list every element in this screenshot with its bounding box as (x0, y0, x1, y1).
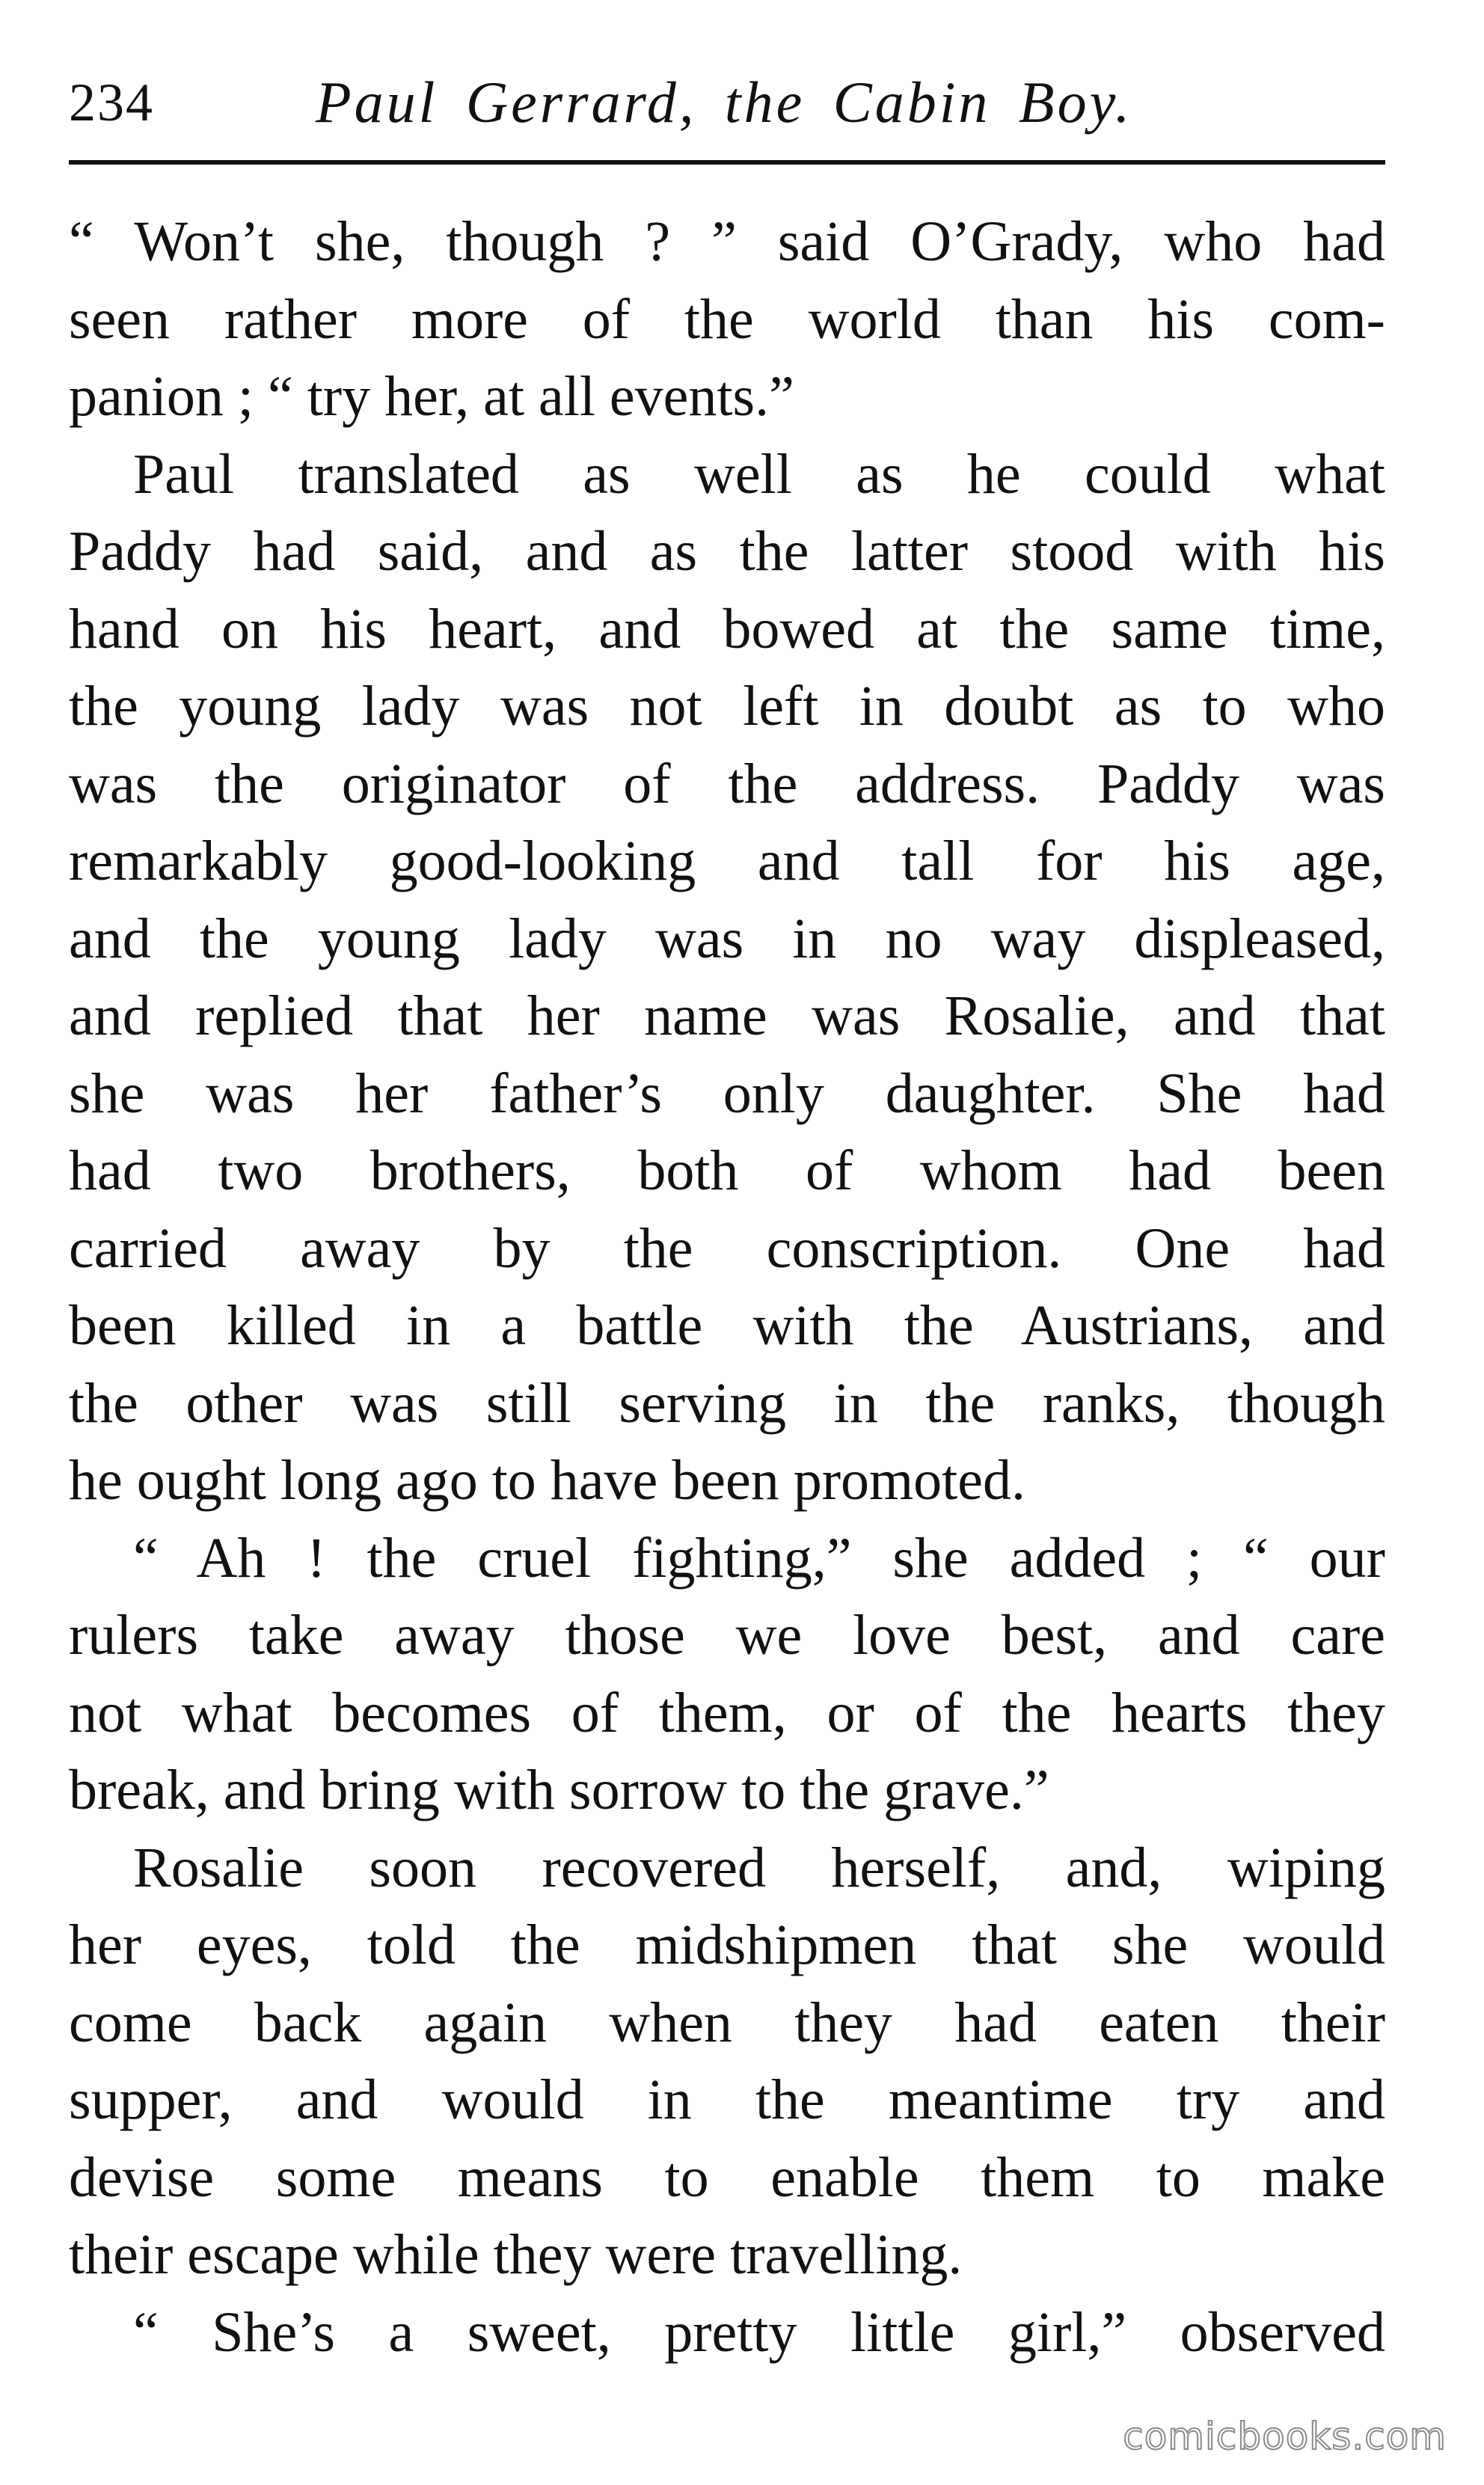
body-text (69, 203, 1385, 2371)
text-line: she was her father’s only daughter. She had (69, 1061, 1385, 1125)
text-line: and replied that her name was Rosalie, and that (69, 984, 1385, 1047)
text-line: the other was still serving in the ranks, though (69, 1371, 1385, 1435)
text-line: not what becomes of them, or of the hearts they (69, 1681, 1385, 1744)
text-line: “ Ah ! the cruel fighting,” she added ; “ our (133, 1526, 1385, 1590)
text-line: Paul translated as well as he could what (133, 442, 1385, 506)
text-line: he ought long ago to have been promoted. (69, 1449, 1026, 1512)
text-line: “ Won’t she, though ? ” said O’Grady, who had (69, 210, 1385, 273)
text-line: the young lady was not left in doubt as to who (69, 675, 1385, 738)
text-line: come back again when they had eaten their (69, 1991, 1385, 2054)
text-line: was the originator of the address. Paddy was (69, 752, 1385, 815)
header-rule (69, 160, 1385, 165)
text-line: Rosalie soon recovered herself, and, wiping (133, 1836, 1385, 1899)
text-line: devise some means to enable them to make (69, 2145, 1385, 2209)
text-line: supper, and would in the meantime try and (69, 2068, 1385, 2131)
text-line: break, and bring with sorrow to the grave.” (69, 1759, 1049, 1821)
text-line: been killed in a battle with the Austrians, and (69, 1294, 1385, 1357)
page-number: 234 (69, 73, 154, 132)
text-line: had two brothers, both of whom had been (69, 1139, 1385, 1202)
text-line: carried away by the conscription. One had (69, 1216, 1385, 1280)
text-line: remarkably good-looking and tall for his age, (69, 830, 1385, 892)
text-line: their escape while they were travelling. (69, 2223, 963, 2286)
text-line: panion ; “ try her, at all events.” (69, 365, 794, 428)
page-header (69, 58, 1385, 148)
running-title: Paul Gerrard, the Cabin Boy. (316, 70, 1133, 135)
text-line: seen rather more of the world than his com- (69, 287, 1385, 351)
text-line: hand on his heart, and bowed at the same time, (69, 597, 1385, 661)
text-line: rulers take away those we love best, and care (69, 1604, 1385, 1667)
text-line: “ She’s a sweet, pretty little girl,” observed (133, 2300, 1385, 2364)
text-line: her eyes, told the midshipmen that she would (69, 1913, 1385, 1976)
text-line: Paddy had said, and as the latter stood with his (69, 520, 1385, 583)
text-line: and the young lady was in no way displeased, (69, 907, 1385, 970)
watermark: comicbooks.com (1123, 2415, 1447, 2458)
